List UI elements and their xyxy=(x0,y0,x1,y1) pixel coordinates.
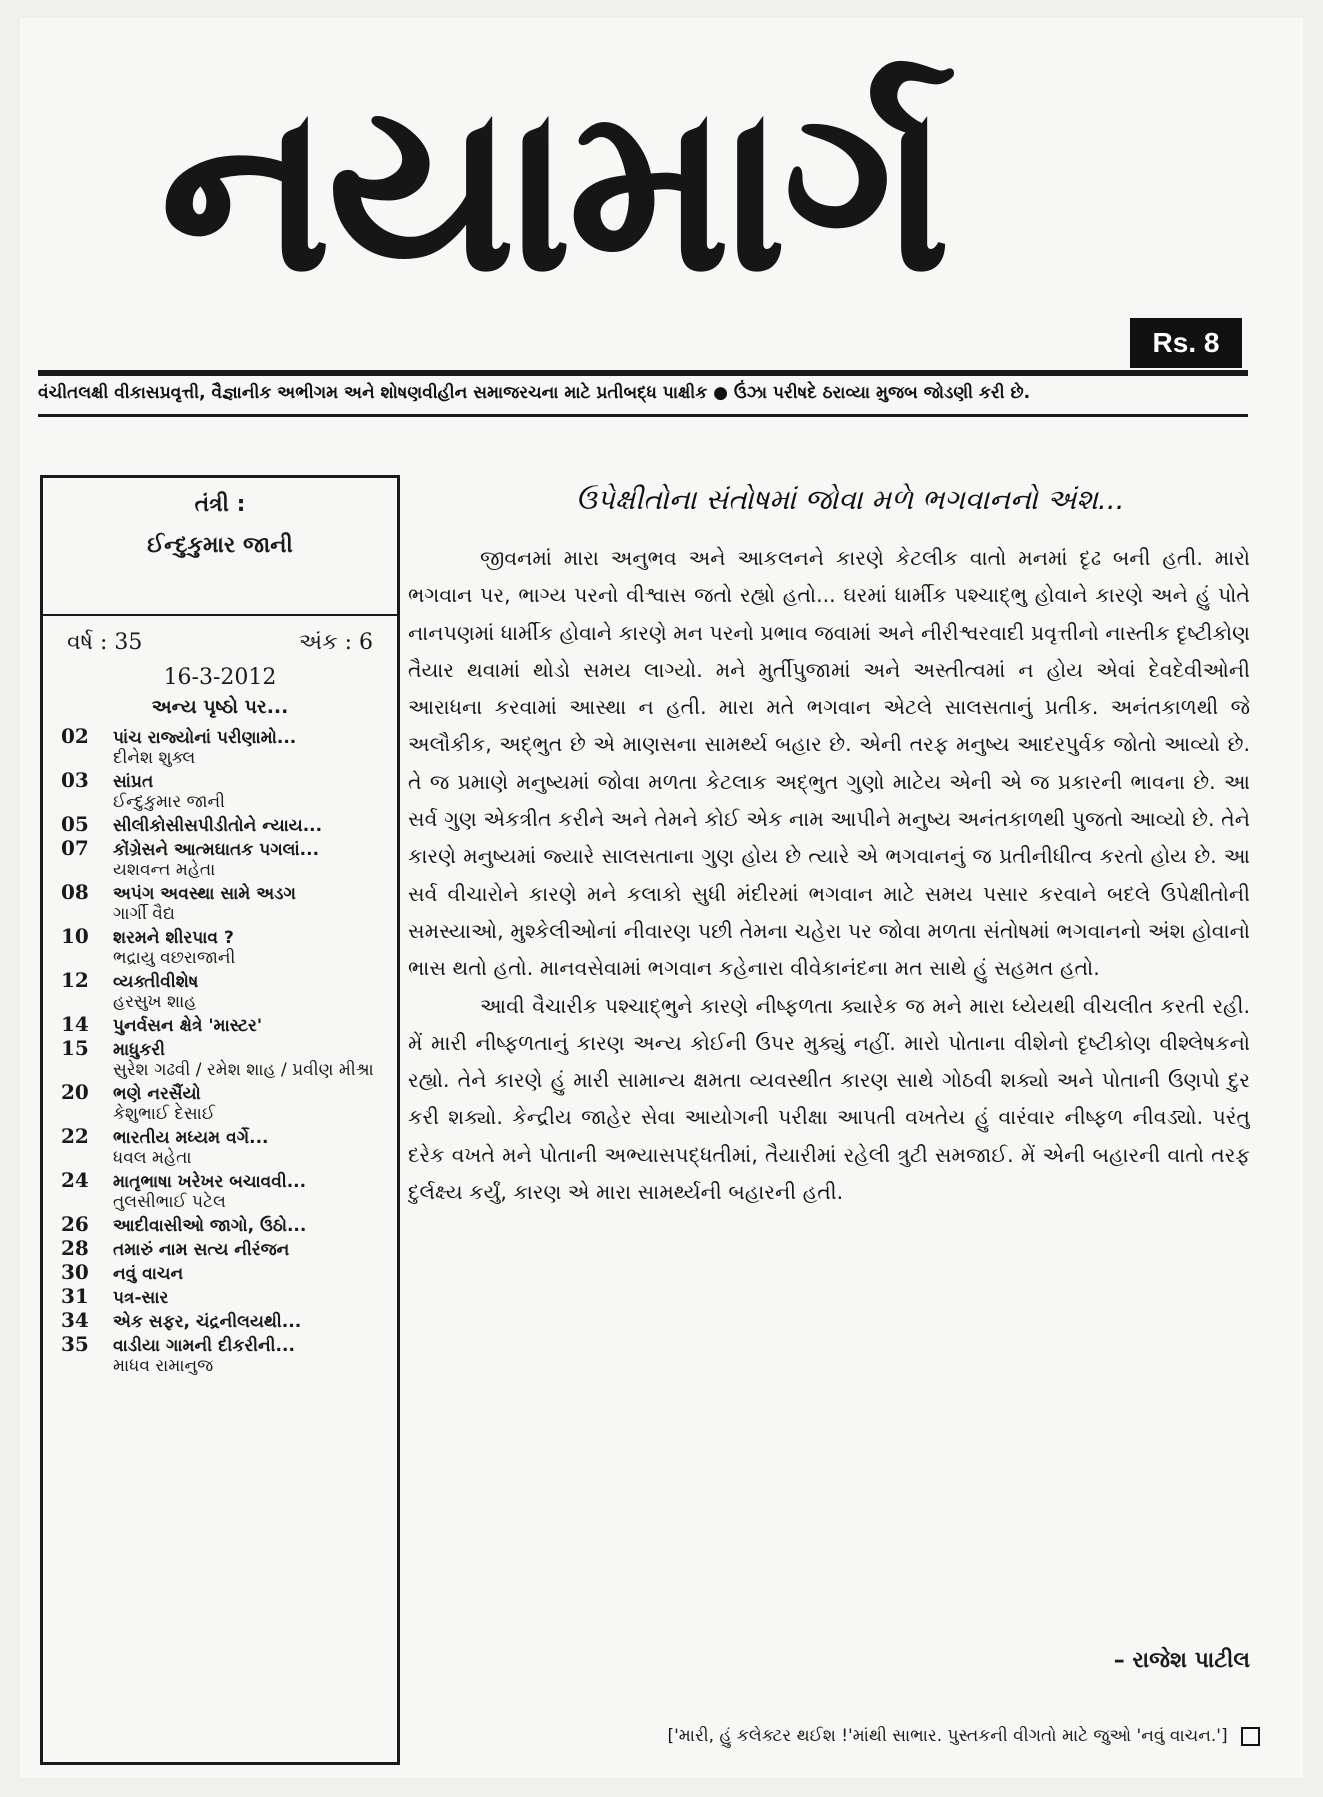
toc-page-number: 24 xyxy=(61,1168,89,1192)
toc-page-number: 10 xyxy=(61,924,89,948)
toc-page-number: 15 xyxy=(61,1036,89,1060)
toc-page-number: 30 xyxy=(61,1260,89,1284)
toc-page-number: 34 xyxy=(61,1308,89,1332)
toc-author: સુરેશ ગઢવી / રમેશ શાહ / પ્રવીણ મીશ્રા xyxy=(113,1060,374,1080)
toc-author: ભદ્રાયુ વછરાજાની xyxy=(113,948,236,968)
issue-date: 16-3-2012 xyxy=(163,665,277,690)
toc-author: યશવન્ત મહેતા xyxy=(113,860,216,880)
toc-title: પત્ર-સાર xyxy=(113,1288,169,1308)
source-footnote xyxy=(400,1726,1260,1754)
toc-entry xyxy=(61,1284,397,1308)
toc-page-number: 05 xyxy=(61,812,89,836)
toc-page-number: 03 xyxy=(61,768,89,792)
toc-title: એક સફર, ચંદ્રનીલયથી... xyxy=(113,1312,302,1332)
toc-entry xyxy=(61,836,397,860)
toc-title: ભણે નરસૈંયો xyxy=(113,1084,201,1104)
volume-year: વર્ષ : 35 xyxy=(67,630,143,655)
toc-entry xyxy=(61,1124,397,1148)
toc-title: પાંચ રાજ્યોનાં પરીણામો... xyxy=(113,728,297,748)
toc-page-number: 20 xyxy=(61,1080,89,1104)
article-paragraph-2: આવી વૈચારીક પશ્ચાદ્ભુને કારણે નીષ્ફળતા ક્યારેક જ મને મારા ધ્યેયથી વીચલીત કરતી રહી. મેં મારી નીષ્ફળતાનું કારણ અન્ય કોઈની ઉપર મુક્યું નહીં. મારો પોતાના વીશેનો દૃષ્ટીકોણ વીશ્લેષકનો રહ્યો. તેને કારણે હું મારી સામાન્ય ક્ષમતા વ્યવસ્થીત કારણ સાથે ગોઠવી શક્યો અને પોતાની ઉણપો દુર કરી શક્યો. કેન્દ્રીય જાહેર સેવા આયોગની પરીક્ષા આપતી વખતેય હું વારંવાર નીષ્ફળ નીવડ્યો. પરંતુ દરેક વખતે મને પોતાની અભ્યાસપદ્ધતીમાં, તૈયારીમાં રહેલી ત્રુટી સમજાઈ. મેં એની બહારની વાતો તરફ દુર્લક્ષ્ય કર્યું, કારણ એ મારા સામર્થ્યની બહારની હતી. xyxy=(408,993,1250,1205)
article-title: ઉપેક્ષીતોના સંતોષમાં જોવા મળે ભગવાનનો અંશ... xyxy=(575,483,1125,516)
toc-title: સીલીકોસીસપીડીતોને ન્યાય... xyxy=(113,816,323,836)
toc-title: ભારતીય મધ્યમ વર્ગે... xyxy=(113,1128,269,1148)
toc-page-number: 22 xyxy=(61,1124,89,1148)
toc-title: તમારું નામ સત્ય નીરંજન xyxy=(113,1240,290,1260)
toc-title: સાંપ્રત xyxy=(113,772,154,792)
toc-title: શરમને શીરપાવ ? xyxy=(113,928,234,948)
toc-entry xyxy=(61,1168,397,1192)
toc-author: હરસુખ શાહ xyxy=(113,992,197,1012)
toc-entry xyxy=(61,1036,397,1060)
toc-author: તુલસીભાઈ પટેલ xyxy=(113,1192,226,1212)
toc-title: માધુકરી xyxy=(113,1040,166,1060)
toc-page-number: 08 xyxy=(61,880,89,904)
checkbox-icon xyxy=(1241,1727,1260,1746)
toc-entry xyxy=(61,1212,397,1236)
toc-page-number: 07 xyxy=(61,836,89,860)
masthead-rule-bottom xyxy=(38,414,1248,417)
tagline: વંચીતલક્ષી વીકાસપ્રવૃત્તી, વૈજ્ઞાનીક અભીગમ અને શોષણવીહીન સમાજરચના માટે પ્રતીબદ્ધ પાક્ષીક ● ઉંઝા પરીષદે ઠરાવ્યા મુજબ જોડણી કરી છે. xyxy=(38,383,1031,403)
toc-page-number: 14 xyxy=(61,1012,89,1036)
toc-entry xyxy=(61,1332,397,1356)
toc-author: કેશુભાઈ દેસાઈ xyxy=(113,1104,215,1124)
article-paragraph-1: જીવનમાં મારા અનુભવ અને આકલનને કારણે કેટલીક વાતો મનમાં દૃઢ બની હતી. મારો ભગવાન પર, ભાગ્ય પરનો વીશ્વાસ જતો રહ્યો હતો... ઘરમાં ધાર્મીક પશ્ચાદ્ભુ હોવાને કારણે અને હું પોતે નાનપણમાં ધાર્મીક હોવાને કારણે મન પરનો પ્રભાવ જવામાં અને નીરીશ્વરવાદી પ્રવૃત્તીનો નાસ્તીક દૃષ્ટીકોણ તૈયાર થવામાં થોડો સમય લાગ્યો. મને મુર્તીપુજામાં અને અસ્તીત્વમાં ન હોય એવાં દેવદેવીઓની આરાધના કરવામાં આસ્થા ન હતી. મારા મતે ભગવાન એટલે સાલસતાનું પ્રતીક. અનંતકાળથી જે અલૌકીક, અદ્ભુત છે એ માણસના સામર્થ્ય બહાર છે. એની તરફ મનુષ્ય આદરપુર્વક જોતો આવ્યો છે. તે જ પ્રમાણે મનુષ્યમાં જોવા મળતા કેટલાક અદ્ભુત ગુણો માટેય એની એ જ પ્રકારની ભાવના છે. આ સર્વ ગુણ એકત્રીત કરીને અને તેમને કોઈ એક નામ આપીને મનુષ્ય અનંતકાળથી પુજતો આવ્યો છે. તેને કારણે મનુષ્યમાં જ્યારે સાલસતાના ગુણ હોય છે ત્યારે એ ભગવાનનું જ પ્રતીનીધીત્વ કરતો હોય છે. આ સર્વ વીચારોને કારણે મને કલાકો સુધી મંદીરમાં ભગવાન માટે સમય પસાર કરવાને બદલે ઉપેક્ષીતોની સમસ્યાઓ, મુશ્કેલીઓનાં નીવારણ પછી તેમના ચહેરા પર જોવા મળતા સંતોષમાં ભગવાનનો અંશ હોવાનો ભાસ થતો હતો. માનવસેવામાં ભગવાન કહેનારા વીવેકાનંદના મત સાથે હું સહમત હતો. xyxy=(408,546,1250,981)
toc-title: નવું વાચન xyxy=(113,1264,184,1284)
toc-title: આદીવાસીઓ જાગો, ઉઠો... xyxy=(113,1216,307,1236)
toc-entry xyxy=(61,768,397,792)
masthead-title: નયામાર્ગ xyxy=(160,56,947,323)
toc-author: ધવલ મહેતા xyxy=(113,1148,192,1168)
toc-entry xyxy=(61,1012,397,1036)
toc-page-number: 02 xyxy=(61,724,89,748)
table-of-contents xyxy=(61,724,397,1376)
toc-entry xyxy=(61,924,397,948)
toc-author: ઈન્દુકુમાર જાની xyxy=(113,792,226,812)
toc-entry xyxy=(61,724,397,748)
toc-page-number: 12 xyxy=(61,968,89,992)
toc-title: માતૃભાષા ખરેખર બચાવવી... xyxy=(113,1172,307,1192)
contents-heading: અન્ય પૃષ્ઠો પર... xyxy=(151,696,289,718)
sidebar-contents-box xyxy=(40,475,400,1765)
toc-entry xyxy=(61,1260,397,1284)
toc-author: દીનેશ શુક્લ xyxy=(113,748,196,768)
toc-title: કોંગ્રેસને આત્મઘાતક પગલાં... xyxy=(113,840,320,860)
toc-page-number: 26 xyxy=(61,1212,89,1236)
issue-number: અંક : 6 xyxy=(298,630,373,655)
toc-entry xyxy=(61,812,397,836)
toc-author: માધવ રામાનુજ xyxy=(113,1356,214,1376)
masthead-rule-top xyxy=(38,370,1248,376)
article-author: – રાજેશ પાટીલ xyxy=(1113,1648,1250,1673)
toc-entry xyxy=(61,1308,397,1332)
editor-block xyxy=(43,478,397,616)
toc-title: વાડીયા ગામની દીકરીની... xyxy=(113,1336,295,1356)
issue-row xyxy=(43,616,397,655)
toc-page-number: 28 xyxy=(61,1236,89,1260)
toc-author: ગાર્ગી વૈદ્ય xyxy=(113,904,175,924)
toc-page-number: 31 xyxy=(61,1284,89,1308)
article-body xyxy=(408,540,1250,1650)
toc-entry xyxy=(61,968,397,992)
footnote-text: ['મારી, હું કલેક્ટર થઈશ !'માંથી સાભાર. પુસ્તકની વીગતો માટે જુઓ 'નવું વાચન.'] xyxy=(667,1726,1228,1746)
toc-page-number: 35 xyxy=(61,1332,89,1356)
toc-entry xyxy=(61,880,397,904)
toc-title: અપંગ અવસ્થા સામે અડગ xyxy=(113,884,296,904)
toc-entry xyxy=(61,1080,397,1104)
toc-entry xyxy=(61,1236,397,1260)
editor-label: તંત્રી : xyxy=(194,492,246,517)
toc-title: પુનર્વસન ક્ષેત્રે 'માસ્ટર' xyxy=(113,1016,263,1036)
toc-title: વ્યક્તીવીશેષ xyxy=(113,972,199,992)
editor-name: ઈન્દુકુમાર જાની xyxy=(147,533,293,558)
price-badge: Rs. 8 xyxy=(1130,318,1242,368)
